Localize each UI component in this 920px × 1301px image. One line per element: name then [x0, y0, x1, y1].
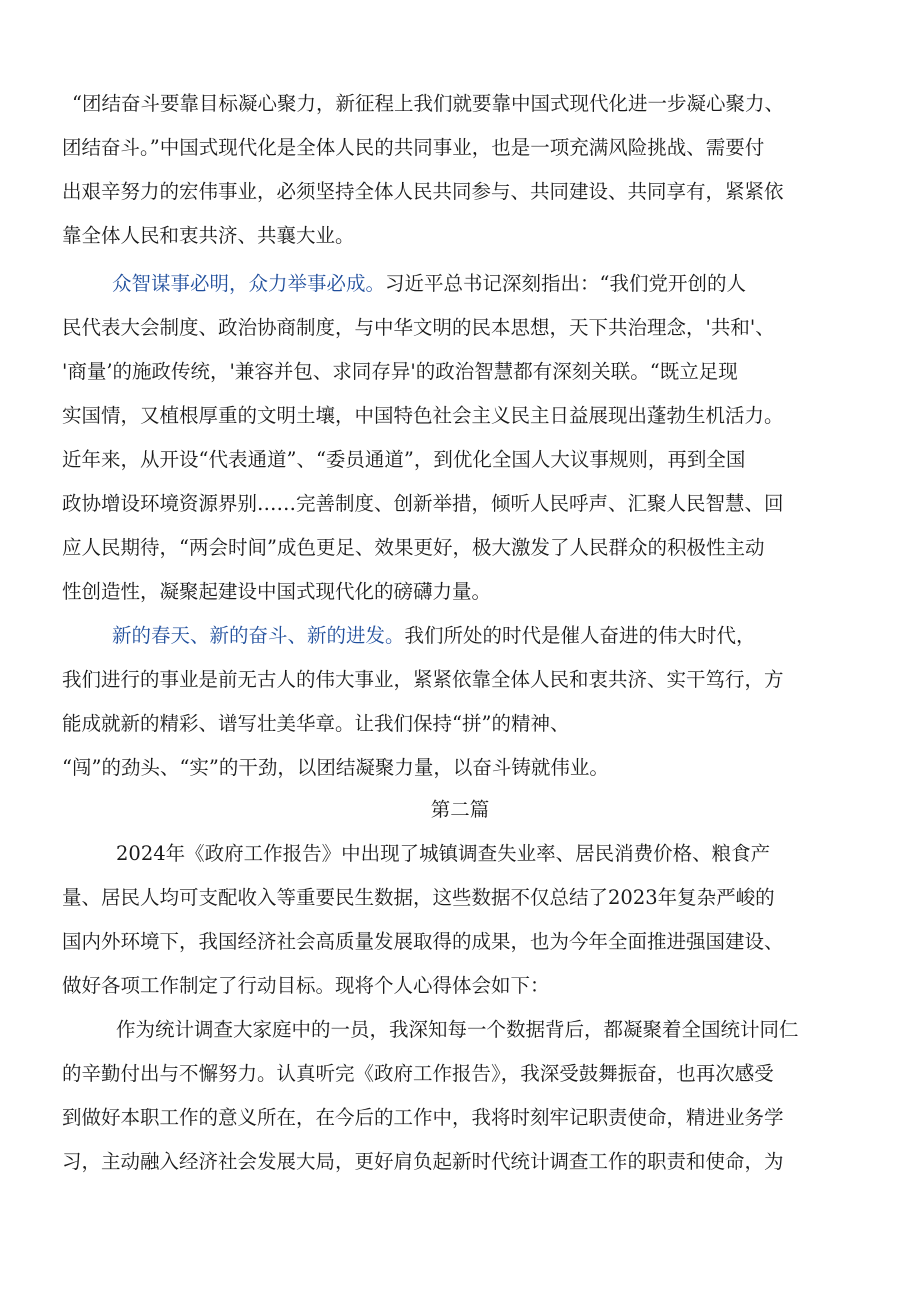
paragraph-line: 能成就新的精彩、谱写壮美华章。让我们保持“拼”的精神、 — [62, 712, 570, 735]
paragraph-line: 近年来，从开设“代表通道”、“委员通道”，到优化全国人大议事规则，再到全国 — [62, 448, 746, 471]
paragraph-heading: 众智谋事必明，众力举事必成。 — [112, 272, 386, 295]
paragraph-line: 出艰辛努力的宏伟事业，必须坚持全体人民共同参与、共同建设、共同享有，紧紧依 — [62, 180, 784, 203]
paragraph-line: “闯”的劲头、“实”的干劲，以团结凝聚力量，以奋斗铸就伟业。 — [62, 756, 609, 779]
paragraph-line: 靠全体人民和衷共济、共襄大业。 — [62, 224, 355, 247]
paragraph-line: 习，主动融入经济社会发展大局，更好肩负起新时代统计调查工作的职责和使命，为 — [62, 1150, 784, 1173]
paragraph-line: 的辛勤付出与不懈努力。认真听完《政府工作报告》，我深受鼓舞振奋，也再次感受 — [62, 1062, 774, 1085]
paragraph-line: 我们进行的事业是前无古人的伟大事业，紧紧依靠全体人民和衷共济、实干笃行，方 — [62, 668, 784, 691]
paragraph-line: 国内外环境下，我国经济社会高质量发展取得的成果，也为今年全面推进强国建设、 — [62, 930, 784, 953]
paragraph-line: 量、居民人均可支配收入等重要民生数据，这些数据不仅总结了2023年复杂严峻的 — [62, 886, 775, 909]
paragraph-line: 性创造性，凝聚起建设中国式现代化的磅礴力量。 — [62, 580, 492, 603]
paragraph-line: '商量’的施政传统，'兼容并包、求同存异'的政治智慧都有深刻关联。“既立足现 — [62, 360, 738, 383]
paragraph-line: 实国情，又植根厚重的文明土壤，中国特色社会主义民主日益展现出蓬勃生机活力。 — [62, 404, 784, 427]
paragraph-text: 我们所处的时代是催人奋进的伟大时代， — [404, 624, 756, 647]
paragraph-line: “团结奋斗要靠目标凝心聚力，新征程上我们就要靠中国式现代化进一步凝心聚力、 — [72, 92, 784, 115]
paragraph-heading: 新的春天、新的奋斗、新的进发。 — [112, 624, 405, 647]
paragraph-line: 到做好本职工作的意义所在，在今后的工作中，我将时刻牢记职责使命，精进业务学 — [62, 1106, 784, 1129]
paragraph-line: 民代表大会制度、政治协商制度，与中华文明的民本思想，天下共治理念，'共和'、 — [62, 316, 775, 339]
paragraph-line: 政协增设环境资源界别……完善制度、创新举措，倾听人民呼声、汇聚人民智慧、回 — [62, 492, 784, 515]
section-title: 第二篇 — [430, 798, 490, 821]
paragraph-line: 2024年《政府工作报告》中出现了城镇调查失业率、居民消费价格、粮食产 — [116, 842, 771, 865]
paragraph-line: 做好各项工作制定了行动目标。现将个人心得体会如下： — [62, 974, 550, 997]
paragraph-line: 应人民期待，“两会时间”成色更足、效果更好，极大激发了人民群众的积极性主动 — [62, 536, 765, 559]
paragraph-first-line — [0, 614, 920, 658]
paragraph-line: 团结奋斗。”中国式现代化是全体人民的共同事业，也是一项充满风险挑战、需要付 — [62, 136, 765, 159]
paragraph-text: 习近平总书记深刻指出：“我们党开创的人 — [385, 272, 746, 295]
paragraph-first-line — [0, 262, 920, 306]
paragraph-line: 作为统计调查大家庭中的一员，我深知每一个数据背后，都凝聚着全国统计同仁 — [116, 1018, 799, 1041]
